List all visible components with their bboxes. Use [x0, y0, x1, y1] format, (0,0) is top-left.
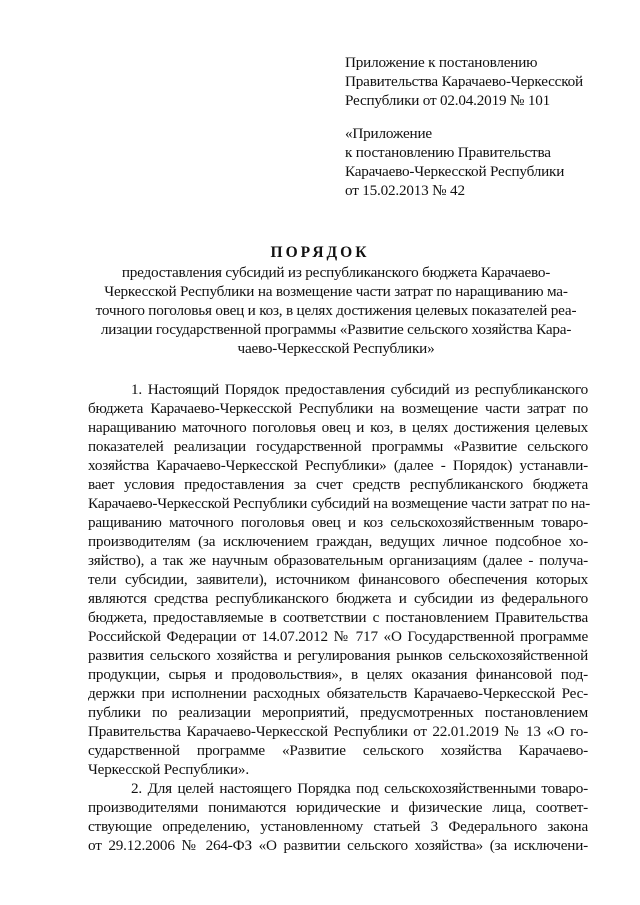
paragraph-line: Правительства Карачаево-Черкесской Республики от 22.01.2019 № 13 «О го-: [88, 723, 588, 740]
annex-header-line: Правительства Карачаево-Черкесской: [345, 73, 583, 90]
annex-header-line: к постановлению Правительства: [345, 144, 551, 161]
annex-header-old: [345, 124, 625, 200]
annex-header-line: «Приложение: [345, 125, 432, 142]
document-title: ПОРЯДОК: [270, 244, 370, 261]
subtitle-line: предоставления субсидий из республиканского бюджета Карачаево-: [121, 264, 551, 281]
paragraph-line: бюджета, предоставляемые в соответствии с постановлением Правительства: [88, 609, 588, 626]
paragraph-line: 2. Для целей настоящего Порядка под сельскохозяйственными товаро-: [131, 780, 588, 797]
paragraph-line: производителями понимаются юридические и физические лица, соответ-: [88, 799, 588, 816]
paragraph-line: наращиванию маточного поголовья овец и коз, в целях достижения целевых: [88, 419, 588, 436]
paragraph-line: сударственной программе «Развитие сельского хозяйства Карачаево-: [88, 742, 588, 759]
paragraph-line: продукции, сырья и продовольствия», в целях оказания финансовой под-: [88, 666, 588, 683]
paragraph-2: [88, 779, 588, 855]
paragraph-line: производителям (за исключением граждан, ведущих личное подсобное хо-: [88, 533, 588, 550]
paragraph-line: Черкесской Республики».: [88, 761, 249, 778]
paragraph-line: Карачаево-Черкесской Республики субсидий на возмещение части затрат по на-: [88, 495, 591, 512]
subtitle-line: точного поголовья овец и коз, в целях достижения целевых показателей реа-: [95, 302, 577, 319]
subtitle-line: чаево-Черкесской Республики»: [237, 340, 435, 357]
document-subtitle: [85, 263, 587, 358]
paragraph-line: хозяйства Карачаево-Черкесской Республики» (далее - Порядок) устанавли-: [88, 457, 588, 474]
annex-header-line: Карачаево-Черкесской Республики: [345, 163, 565, 180]
paragraph-line: держки при исполнении расходных обязательств Карачаево-Черкесской Рес-: [88, 685, 588, 702]
subtitle-line: Черкесской Республики на возмещение части затрат по наращиванию ма-: [104, 283, 568, 300]
paragraph-line: зяйство), а так же научным образовательным организациям (далее - получа-: [88, 552, 588, 569]
paragraph-line: бюджета Карачаево-Черкесской Республики на возмещение части затрат по: [88, 400, 588, 417]
paragraph-line: ствующие определению, установленному статьей 3 Федерального закона: [88, 818, 588, 835]
paragraph-line: ращиванию маточного поголовья овец и коз сельскохозяйственным товаро-: [88, 514, 588, 531]
annex-header-new: [345, 53, 625, 110]
paragraph-line: от 29.12.2006 № 264-ФЗ «О развитии сельского хозяйства» (за исключени-: [88, 837, 588, 854]
paragraph-line: являются средства республиканского бюджета и субсидии из федерального: [88, 590, 588, 607]
paragraph-line: показателей реализации государственной программы «Развитие сельского: [88, 438, 588, 455]
annex-header-line: от 15.02.2013 № 42: [345, 182, 465, 199]
paragraph-line: 1. Настоящий Порядок предоставления субсидий из республиканского: [131, 381, 588, 398]
document-body: [88, 380, 591, 855]
annex-header-line: Приложение к постановлению: [345, 54, 538, 71]
subtitle-line: лизации государственной программы «Развитие сельского хозяйства Кара-: [100, 321, 572, 338]
paragraph-line: публики по реализации мероприятий, предусмотренных постановлением: [88, 704, 588, 721]
annex-header-line: Республики от 02.04.2019 № 101: [345, 92, 551, 109]
paragraph-line: вает условия предоставления за счет средств республиканского бюджета: [88, 476, 588, 493]
paragraph-line: Российской Федерации от 14.07.2012 № 717 «О Государственной программе: [88, 628, 588, 645]
paragraph-line: тели субсидии, заявители), источником финансового обеспечения которых: [88, 571, 588, 588]
paragraph-1: [88, 380, 591, 779]
paragraph-line: развития сельского хозяйства и регулирования рынков сельскохозяйственной: [88, 647, 588, 664]
